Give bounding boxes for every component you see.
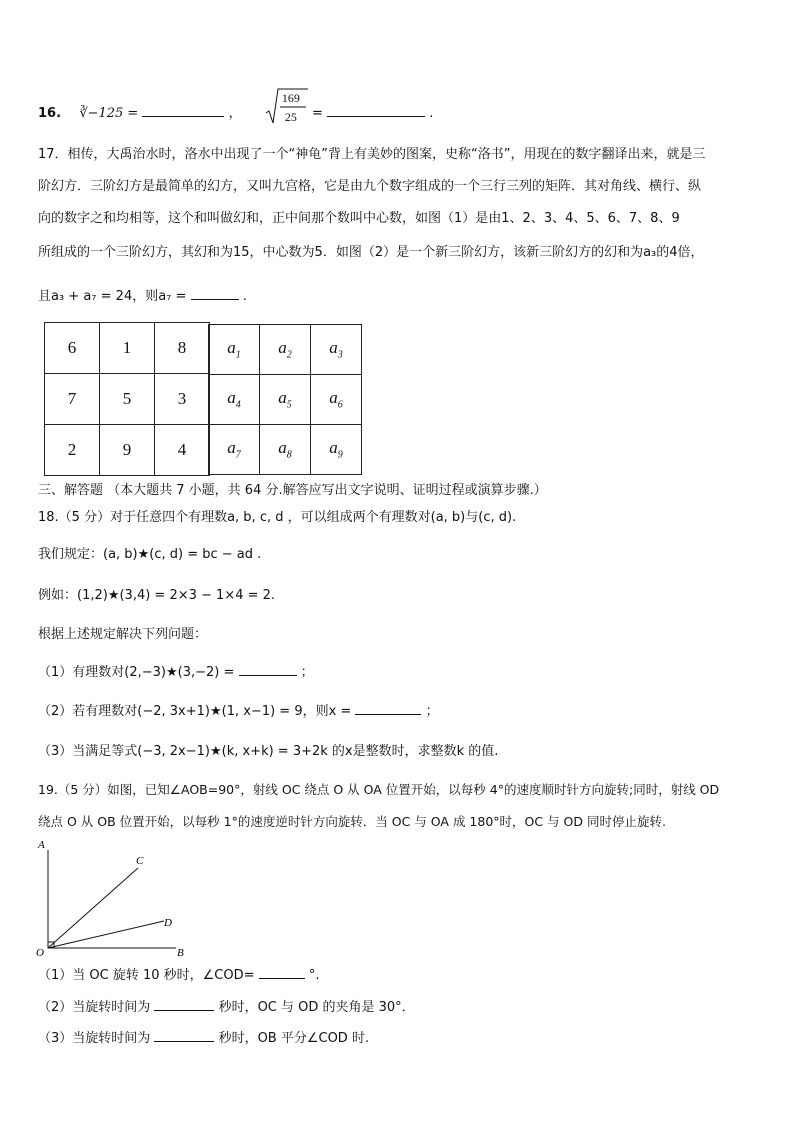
label-d: D bbox=[164, 917, 172, 929]
grid-cell bbox=[311, 425, 362, 475]
cell-sub: 6 bbox=[337, 399, 343, 411]
cell-var: a bbox=[278, 388, 287, 408]
answer-blank-1[interactable] bbox=[142, 104, 224, 117]
cell-var: a bbox=[329, 338, 338, 358]
question-19-line-2: 绕点 O 从 OB 位置开始，以每秒 1°的速度逆时针方向旋转．当 OC 与 OA 成 180°时，OC 与 OD 同时停止旋转. bbox=[38, 814, 666, 829]
grid-cell: 7 bbox=[45, 374, 100, 425]
grid-cell bbox=[311, 375, 362, 425]
label-b: B bbox=[177, 947, 184, 959]
grid-cell: 3 bbox=[155, 374, 210, 425]
part-1-text: （1）当 OC 旋转 10 秒时，∠COD= bbox=[38, 968, 255, 983]
label-a: A bbox=[38, 839, 45, 851]
cell-var: a bbox=[329, 388, 338, 408]
cell-sub: 7 bbox=[235, 449, 241, 461]
cell-sub: 3 bbox=[337, 349, 343, 361]
question-17-line-2: 阶幻方．三阶幻方是最简单的幻方，又叫九宫格，它是由九个数字组成的一个三行三列的矩阵．其对角线、横行、纵 bbox=[38, 179, 702, 194]
grid-cell bbox=[209, 425, 260, 475]
cell-sub: 8 bbox=[286, 449, 292, 461]
answer-blank-2[interactable] bbox=[327, 104, 425, 117]
question-18-intro: 18.（5 分）对于任意四个有理数a, b, c, d ，可以组成两个有理数对(a, b)与(c, d). bbox=[38, 510, 517, 525]
question-number: 16. bbox=[38, 106, 62, 121]
question-17-line-3: 向的数字之和均相等，这个和叫做幻和，正中间那个数叫中心数，如图（1）是由1、2、3、4、5、6、7、8、9 bbox=[38, 211, 680, 226]
answer-blank-19-3[interactable] bbox=[154, 1029, 214, 1042]
grid-cell: 5 bbox=[100, 374, 155, 425]
question-19-line-1: 19.（5 分）如图，已知∠AOB=90°，射线 OC 绕点 O 从 OA 位置开始，以每秒 4°的速度顺时针方向旋转;同时，射线 OD bbox=[38, 782, 720, 797]
grid-cell bbox=[209, 375, 260, 425]
angle-figure bbox=[36, 838, 196, 960]
label-o: O bbox=[36, 947, 44, 959]
grid-cell bbox=[311, 325, 362, 375]
cell-var: a bbox=[278, 338, 287, 358]
radicand-numerator: 169 bbox=[281, 91, 300, 105]
semicolon: ； bbox=[425, 704, 439, 719]
question-16 bbox=[38, 91, 434, 124]
semicolon: ； bbox=[300, 665, 314, 680]
question-19-part-2 bbox=[38, 998, 415, 1017]
grid-cell: 1 bbox=[100, 323, 155, 374]
question-18-instruction: 根据上述规定解决下列问题： bbox=[38, 627, 208, 642]
ray-oc bbox=[48, 868, 138, 948]
magic-square-figure-2 bbox=[208, 324, 362, 475]
equals-sign: = bbox=[312, 106, 323, 121]
part-1-text: （1）有理数对(2,−3)★(3,−2) = bbox=[38, 665, 235, 680]
answer-blank-18-1[interactable] bbox=[239, 663, 297, 676]
answer-blank-a7[interactable] bbox=[191, 287, 239, 300]
question-19-part-1 bbox=[38, 966, 319, 985]
cube-root-expression: ∛−125 = bbox=[79, 106, 139, 121]
grid-cell: 4 bbox=[155, 425, 210, 476]
grid-cell: 2 bbox=[45, 425, 100, 476]
period: . bbox=[242, 289, 247, 304]
answer-blank-19-2[interactable] bbox=[154, 998, 214, 1011]
cell-sub: 2 bbox=[286, 349, 292, 361]
section-heading: 三、解答题 （本大题共 7 小题，共 64 分.解答应写出文字说明、证明过程或演算步骤.） bbox=[38, 483, 547, 498]
part-2-suffix: 秒时，OC 与 OD 的夹角是 30°． bbox=[218, 1000, 415, 1015]
part-3-suffix: 秒时，OB 平分∠COD 时. bbox=[218, 1031, 370, 1046]
answer-blank-18-2[interactable] bbox=[355, 702, 421, 715]
answer-blank-19-1[interactable] bbox=[259, 966, 305, 979]
ray-od bbox=[48, 921, 164, 948]
question-18-example: 例如：(1,2)★(3,4) = 2×3 − 1×4 = 2. bbox=[38, 588, 276, 603]
grid-cell: 9 bbox=[100, 425, 155, 476]
cell-sub: 9 bbox=[337, 449, 343, 461]
magic-square-figure-1 bbox=[44, 322, 210, 476]
grid-cell: 8 bbox=[155, 323, 210, 374]
separator: ， bbox=[228, 106, 242, 121]
cell-var: a bbox=[278, 438, 287, 458]
grid-cell: 6 bbox=[45, 323, 100, 374]
grid-cell bbox=[260, 425, 311, 475]
degree-suffix: °. bbox=[308, 968, 320, 983]
cell-sub: 5 bbox=[286, 399, 292, 411]
period: . bbox=[429, 106, 434, 121]
cell-var: a bbox=[227, 388, 236, 408]
cell-var: a bbox=[227, 338, 236, 358]
question-17-line-1: 17．相传，大禹治水时，洛水中出现了一个“神龟”背上有美妙的图案，史称“洛书”，用现在的数字翻译出来，就是三 bbox=[38, 147, 706, 162]
cell-var: a bbox=[227, 438, 236, 458]
question-18-part-2 bbox=[38, 702, 439, 721]
grid-cell bbox=[260, 325, 311, 375]
cell-var: a bbox=[329, 438, 338, 458]
grid-cell bbox=[260, 375, 311, 425]
cell-sub: 1 bbox=[235, 349, 241, 361]
part-2-text: （2）若有理数对(−2, 3x+1)★(1, x−1) = 9，则x = bbox=[38, 704, 352, 719]
question-18-part-1 bbox=[38, 663, 314, 682]
part-3-text: （3）当旋转时间为 bbox=[38, 1031, 151, 1046]
part-2-text: （2）当旋转时间为 bbox=[38, 1000, 151, 1015]
question-18-rule: 我们规定：(a, b)★(c, d) = bc − ad . bbox=[38, 547, 262, 562]
question-17-line-4: 所组成的一个三阶幻方，其幻和为15，中心数为5．如图（2）是一个新三阶幻方，该新三阶幻方的幻和为a₃的4倍， bbox=[38, 245, 704, 260]
question-19-part-3 bbox=[38, 1029, 369, 1048]
grid-cell bbox=[209, 325, 260, 375]
question-17-line-5 bbox=[38, 287, 247, 306]
label-c: C bbox=[136, 855, 144, 867]
question-18-part-3: （3）当满足等式(−3, 2x−1)★(k, x+k) = 3+2k 的x是整数时，求整数k 的值. bbox=[38, 744, 499, 759]
radicand-denominator: 25 bbox=[284, 110, 297, 124]
cell-sub: 4 bbox=[235, 399, 241, 411]
question-17-condition: 且a₃ + a₇ = 24，则a₇ = bbox=[38, 289, 187, 304]
sqrt-fraction-expression bbox=[264, 91, 308, 124]
